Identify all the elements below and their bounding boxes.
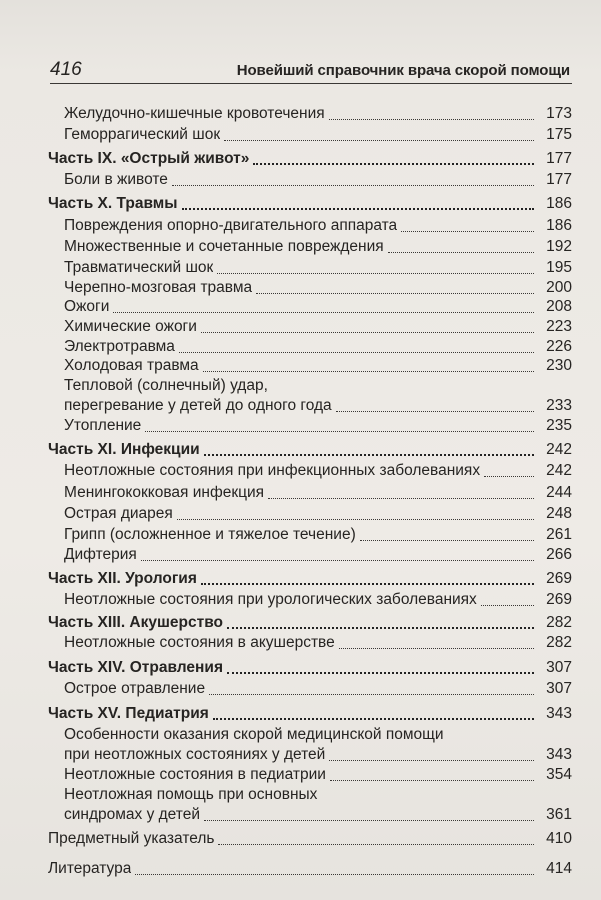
- toc-entry: [48, 545, 572, 565]
- running-title: Новейший справочник врача скорой помощи: [236, 62, 570, 79]
- toc-page-number: 233: [546, 397, 572, 414]
- toc-entry-label: Часть XV. Педиатрия: [48, 705, 209, 722]
- toc-entry-label: Менингококковая инфекция: [64, 484, 265, 501]
- toc-page-number: 282: [546, 634, 572, 651]
- toc-entry: [48, 765, 572, 785]
- toc-entry: [48, 679, 572, 699]
- toc-entry: [48, 504, 572, 524]
- leader-dots: [336, 410, 534, 412]
- toc-page-number: 230: [546, 357, 572, 374]
- leader-dots: [224, 139, 534, 141]
- toc-entry: [48, 170, 572, 190]
- leader-dots: [388, 251, 534, 253]
- toc-page-number: 195: [546, 259, 572, 276]
- leader-dots: [481, 604, 534, 606]
- toc-page-number: 269: [546, 591, 572, 608]
- toc-entry-label: Черепно-мозговая травма: [64, 279, 253, 296]
- leader-dots: [484, 475, 534, 477]
- toc-entry-label: Холодовая травма: [64, 357, 199, 374]
- toc-page-number: 266: [546, 546, 572, 563]
- leader-dots: [201, 582, 534, 585]
- toc-entry-label: Повреждения опорно-двигательного аппарата: [64, 217, 398, 234]
- leader-dots: [113, 311, 534, 313]
- toc-page-number: 343: [546, 705, 572, 722]
- toc-page-number: 192: [546, 238, 572, 255]
- toc-entry: [48, 216, 572, 236]
- leader-dots: [182, 207, 534, 210]
- toc-part-entry: [48, 194, 572, 214]
- leader-dots: [227, 626, 534, 629]
- leader-dots: [268, 497, 534, 499]
- toc-page-number: 343: [546, 746, 572, 763]
- toc-page-number: 307: [546, 680, 572, 697]
- leader-dots: [217, 272, 534, 274]
- toc-entry-label: Желудочно-кишечные кровотечения: [64, 105, 325, 122]
- toc-entry-label-line2: при неотложных состояниях у детей: [64, 746, 326, 763]
- toc-entry: [48, 104, 572, 124]
- toc-entry: [48, 278, 572, 298]
- toc-entry: [48, 785, 572, 825]
- leader-dots: [141, 559, 534, 561]
- leader-dots: [330, 779, 534, 781]
- toc-entry-label: Острая диарея: [64, 505, 173, 522]
- leader-dots: [339, 647, 534, 649]
- toc-entry: [48, 483, 572, 503]
- toc-page-number: 307: [546, 659, 572, 676]
- toc-page-number: 200: [546, 279, 572, 296]
- leader-dots: [209, 693, 534, 695]
- toc-entry-label: Множественные и сочетанные повреждения: [64, 238, 384, 255]
- toc-part-entry: [48, 658, 572, 678]
- toc-entry-label: Предметный указатель: [48, 830, 215, 847]
- page-header: [50, 57, 572, 85]
- toc-page-number: 244: [546, 484, 572, 501]
- toc-entry-label: Грипп (осложненное и тяжелое течение): [64, 526, 356, 543]
- toc-page-number: 226: [546, 338, 572, 355]
- toc-entry-label: Литература: [48, 860, 132, 877]
- toc-page-number: 410: [546, 830, 572, 847]
- leader-dots: [256, 292, 534, 294]
- toc-entry-label: Часть XIII. Акушерство: [48, 614, 224, 631]
- toc-page-number: 177: [546, 171, 572, 188]
- toc-entry: [48, 356, 572, 376]
- header-rule: [50, 83, 572, 84]
- toc-page-number: 282: [546, 614, 572, 631]
- toc-entry: [48, 461, 572, 481]
- toc-entry-label: Неотложные состояния в педиатрии: [64, 766, 326, 783]
- toc-page-number: 269: [546, 570, 572, 587]
- leader-dots: [135, 873, 534, 875]
- toc-entry: [48, 125, 572, 145]
- toc-page-number: 177: [546, 150, 572, 167]
- toc-entry-label: Часть XII. Урология: [48, 570, 197, 587]
- leader-dots: [227, 671, 534, 674]
- leader-dots: [253, 162, 534, 165]
- leader-dots: [329, 118, 534, 120]
- toc-entry-label: Часть IX. «Острый живот»: [48, 150, 250, 167]
- toc-entry-label: Острое отравление: [64, 680, 206, 697]
- toc-entry-label: Химические ожоги: [64, 318, 197, 335]
- toc-part-entry: [48, 569, 572, 589]
- leader-dots: [204, 453, 534, 456]
- toc-entry: [48, 258, 572, 278]
- toc-entry: [48, 297, 572, 317]
- toc-entry-label-line2: синдромах у детей: [64, 806, 200, 823]
- toc-part-entry: [48, 704, 572, 724]
- toc-page-number: 361: [546, 806, 572, 823]
- toc-entry-label: Неотложные состояния при инфекционных заболеваниях: [64, 462, 481, 479]
- leader-dots: [329, 759, 534, 761]
- toc-entry: [48, 590, 572, 610]
- toc-entry-label-line1: Особенности оказания скорой медицинской помощи: [64, 726, 444, 743]
- toc-entry-label-line1: Тепловой (солнечный) удар,: [64, 377, 268, 394]
- toc-entry-label: Неотложные состояния в акушерстве: [64, 634, 335, 651]
- page-number: 416: [50, 59, 82, 80]
- toc-part-entry: [48, 613, 572, 633]
- toc-page-number: 235: [546, 417, 572, 434]
- leader-dots: [145, 430, 534, 432]
- leader-dots: [213, 717, 534, 720]
- toc-entry-label: Дифтерия: [64, 546, 137, 563]
- toc-entry: [48, 376, 572, 416]
- leader-dots: [172, 184, 534, 186]
- leader-dots: [203, 370, 534, 372]
- toc-entry-label: Утопление: [64, 417, 142, 434]
- leader-dots: [201, 331, 534, 333]
- toc-part-entry: [48, 149, 572, 169]
- leader-dots: [177, 518, 534, 520]
- toc-page-number: 186: [546, 195, 572, 212]
- toc-page-number: 261: [546, 526, 572, 543]
- leader-dots: [204, 819, 534, 821]
- toc-page-number: 242: [546, 441, 572, 458]
- leader-dots: [360, 539, 534, 541]
- toc-entry: [48, 317, 572, 337]
- toc-entry-label: Часть XIV. Отравления: [48, 659, 223, 676]
- toc-entry-label-line2: перегревание у детей до одного года: [64, 397, 332, 414]
- toc-page-number: 414: [546, 860, 572, 877]
- toc-page-number: 208: [546, 298, 572, 315]
- toc-entry-label: Часть X. Травмы: [48, 195, 178, 212]
- toc-page-number: 248: [546, 505, 572, 522]
- leader-dots: [179, 351, 534, 353]
- toc-page-number: 173: [546, 105, 572, 122]
- toc-entry: [48, 525, 572, 545]
- toc-entry-label: Геморрагический шок: [64, 126, 221, 143]
- toc-page-number: 223: [546, 318, 572, 335]
- toc-entry: [48, 859, 572, 879]
- leader-dots: [401, 230, 534, 232]
- toc-page-number: 242: [546, 462, 572, 479]
- toc-part-entry: [48, 440, 572, 460]
- toc-entry: [48, 633, 572, 653]
- toc-entry: [48, 416, 572, 436]
- toc-page-number: 354: [546, 766, 572, 783]
- toc-entry: [48, 829, 572, 849]
- toc-entry-label: Электротравма: [64, 338, 175, 355]
- toc-entry-label-line1: Неотложная помощь при основных: [64, 786, 318, 803]
- toc-page-number: 175: [546, 126, 572, 143]
- toc-entry: [48, 725, 572, 765]
- toc-entry: [48, 337, 572, 357]
- toc-entry-label: Ожоги: [64, 298, 110, 315]
- toc-entry-label: Неотложные состояния при урологических заболеваниях: [64, 591, 477, 608]
- toc-entry-label: Боли в животе: [64, 171, 168, 188]
- leader-dots: [218, 843, 534, 845]
- toc-entry: [48, 237, 572, 257]
- toc-entry-label: Травматический шок: [64, 259, 214, 276]
- toc-page-number: 186: [546, 217, 572, 234]
- toc-entry-label: Часть XI. Инфекции: [48, 441, 200, 458]
